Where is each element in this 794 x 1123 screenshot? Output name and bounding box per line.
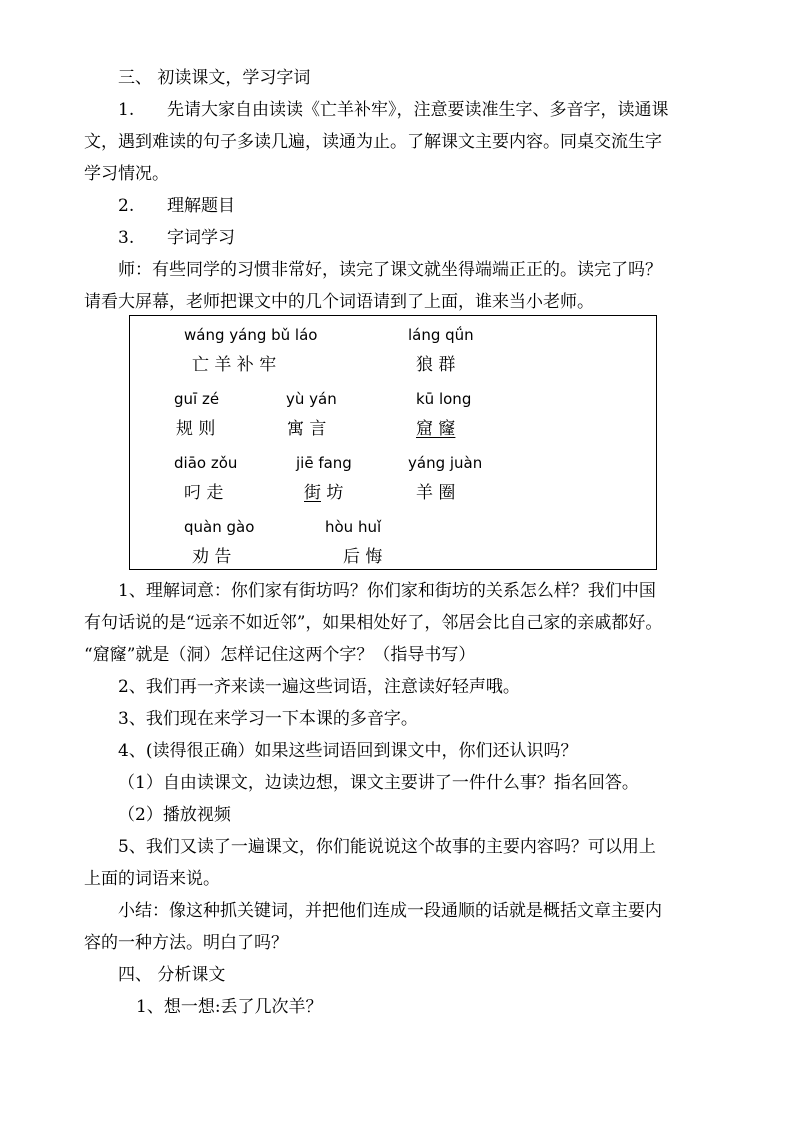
paragraph-line: 学习情况。: [84, 164, 169, 184]
list-number: 2.: [118, 196, 135, 216]
vocab-word: 规 则: [176, 419, 216, 439]
pinyin: wáng yáng bǔ láo: [184, 326, 318, 344]
vocab-word: 叼 走: [184, 483, 224, 503]
paragraph-line: 5、我们又读了一遍课文，你们能说说这个故事的主要内容吗？可以用上: [118, 837, 656, 857]
vocab-char: 坊: [321, 483, 344, 503]
paragraph-line: 1、理解词意：你们家有街坊吗？你们家和街坊的关系怎么样？我们中国: [118, 581, 656, 601]
pinyin: diāo zǒu: [174, 454, 238, 472]
pinyin: jiē fang: [296, 454, 352, 472]
paragraph-line: 3、我们现在来学习一下本课的多音字。: [118, 709, 418, 729]
paragraph-line: 1、想一想:丢了几次羊？: [136, 997, 323, 1017]
pinyin: yáng juàn: [408, 454, 483, 472]
section-heading: 四、 分析课文: [118, 965, 226, 985]
paragraph-line: 有句话说的是“远亲不如近邻”，如果相处好了，邻居会比自己家的亲戚都好。: [84, 613, 663, 633]
paragraph-line: 小结：像这种抓关键词，并把他们连成一段通顺的话就是概括文章主要内: [118, 901, 662, 921]
vocab-word: 劝 告: [192, 547, 232, 567]
pinyin: guī zé: [174, 390, 220, 408]
paragraph-line: （2）播放视频: [118, 805, 231, 825]
list-number: 1.: [118, 100, 135, 120]
paragraph-line: 先请大家自由读读《亡羊补牢》，注意要读准生字、多音字，读通课: [167, 100, 669, 120]
list-number: 3.: [118, 228, 135, 248]
paragraph-line: （1）自由读课文，边读边想，课文主要讲了一件什么事？指名回答。: [118, 773, 639, 793]
paragraph-line: 文，遇到难读的句子多读几遍，读通为止。了解课文主要内容。同桌交流生字: [84, 132, 662, 152]
list-item-text: 字词学习: [167, 228, 235, 248]
pinyin: yù yán: [286, 390, 337, 408]
vocab-word: 窟 窿: [416, 419, 456, 439]
paragraph-line: 上面的词语来说。: [84, 869, 220, 889]
vocab-word: 羊 圈: [416, 483, 456, 503]
pinyin: quàn gào: [184, 518, 255, 536]
vocab-word: 后 悔: [343, 547, 383, 567]
paragraph-line: 师：有些同学的习惯非常好，读完了课文就坐得端端正正的。读完了吗？: [118, 260, 662, 280]
paragraph-line: 请看大屏幕，老师把课文中的几个词语请到了上面，谁来当小老师。: [84, 292, 594, 312]
section-heading: 三、 初读课文，学习字词: [118, 68, 311, 88]
pinyin: hòu huǐ: [325, 518, 382, 536]
vocab-char-underlined: 街: [304, 483, 321, 503]
vocab-word: 狼 群: [416, 355, 456, 375]
vocabulary-box: [129, 315, 657, 570]
list-item-text: 理解题目: [167, 196, 235, 216]
paragraph-line: 容的一种方法。明白了吗？: [84, 933, 288, 953]
vocab-word: 亡 羊 补 牢: [192, 355, 277, 375]
paragraph-line: 4、(读得很正确）如果这些词语回到课文中，你们还认识吗？: [118, 741, 578, 761]
vocab-word: [304, 482, 343, 504]
paragraph-line: “窟窿”就是（洞）怎样记住这两个字？（指导书写）: [84, 645, 476, 665]
paragraph-line: 2、我们再一齐来读一遍这些词语，注意读好轻声哦。: [118, 677, 520, 697]
pinyin: láng qǘn: [408, 326, 474, 344]
pinyin: kū long: [416, 390, 472, 408]
vocab-word: 寓 言: [287, 419, 327, 439]
